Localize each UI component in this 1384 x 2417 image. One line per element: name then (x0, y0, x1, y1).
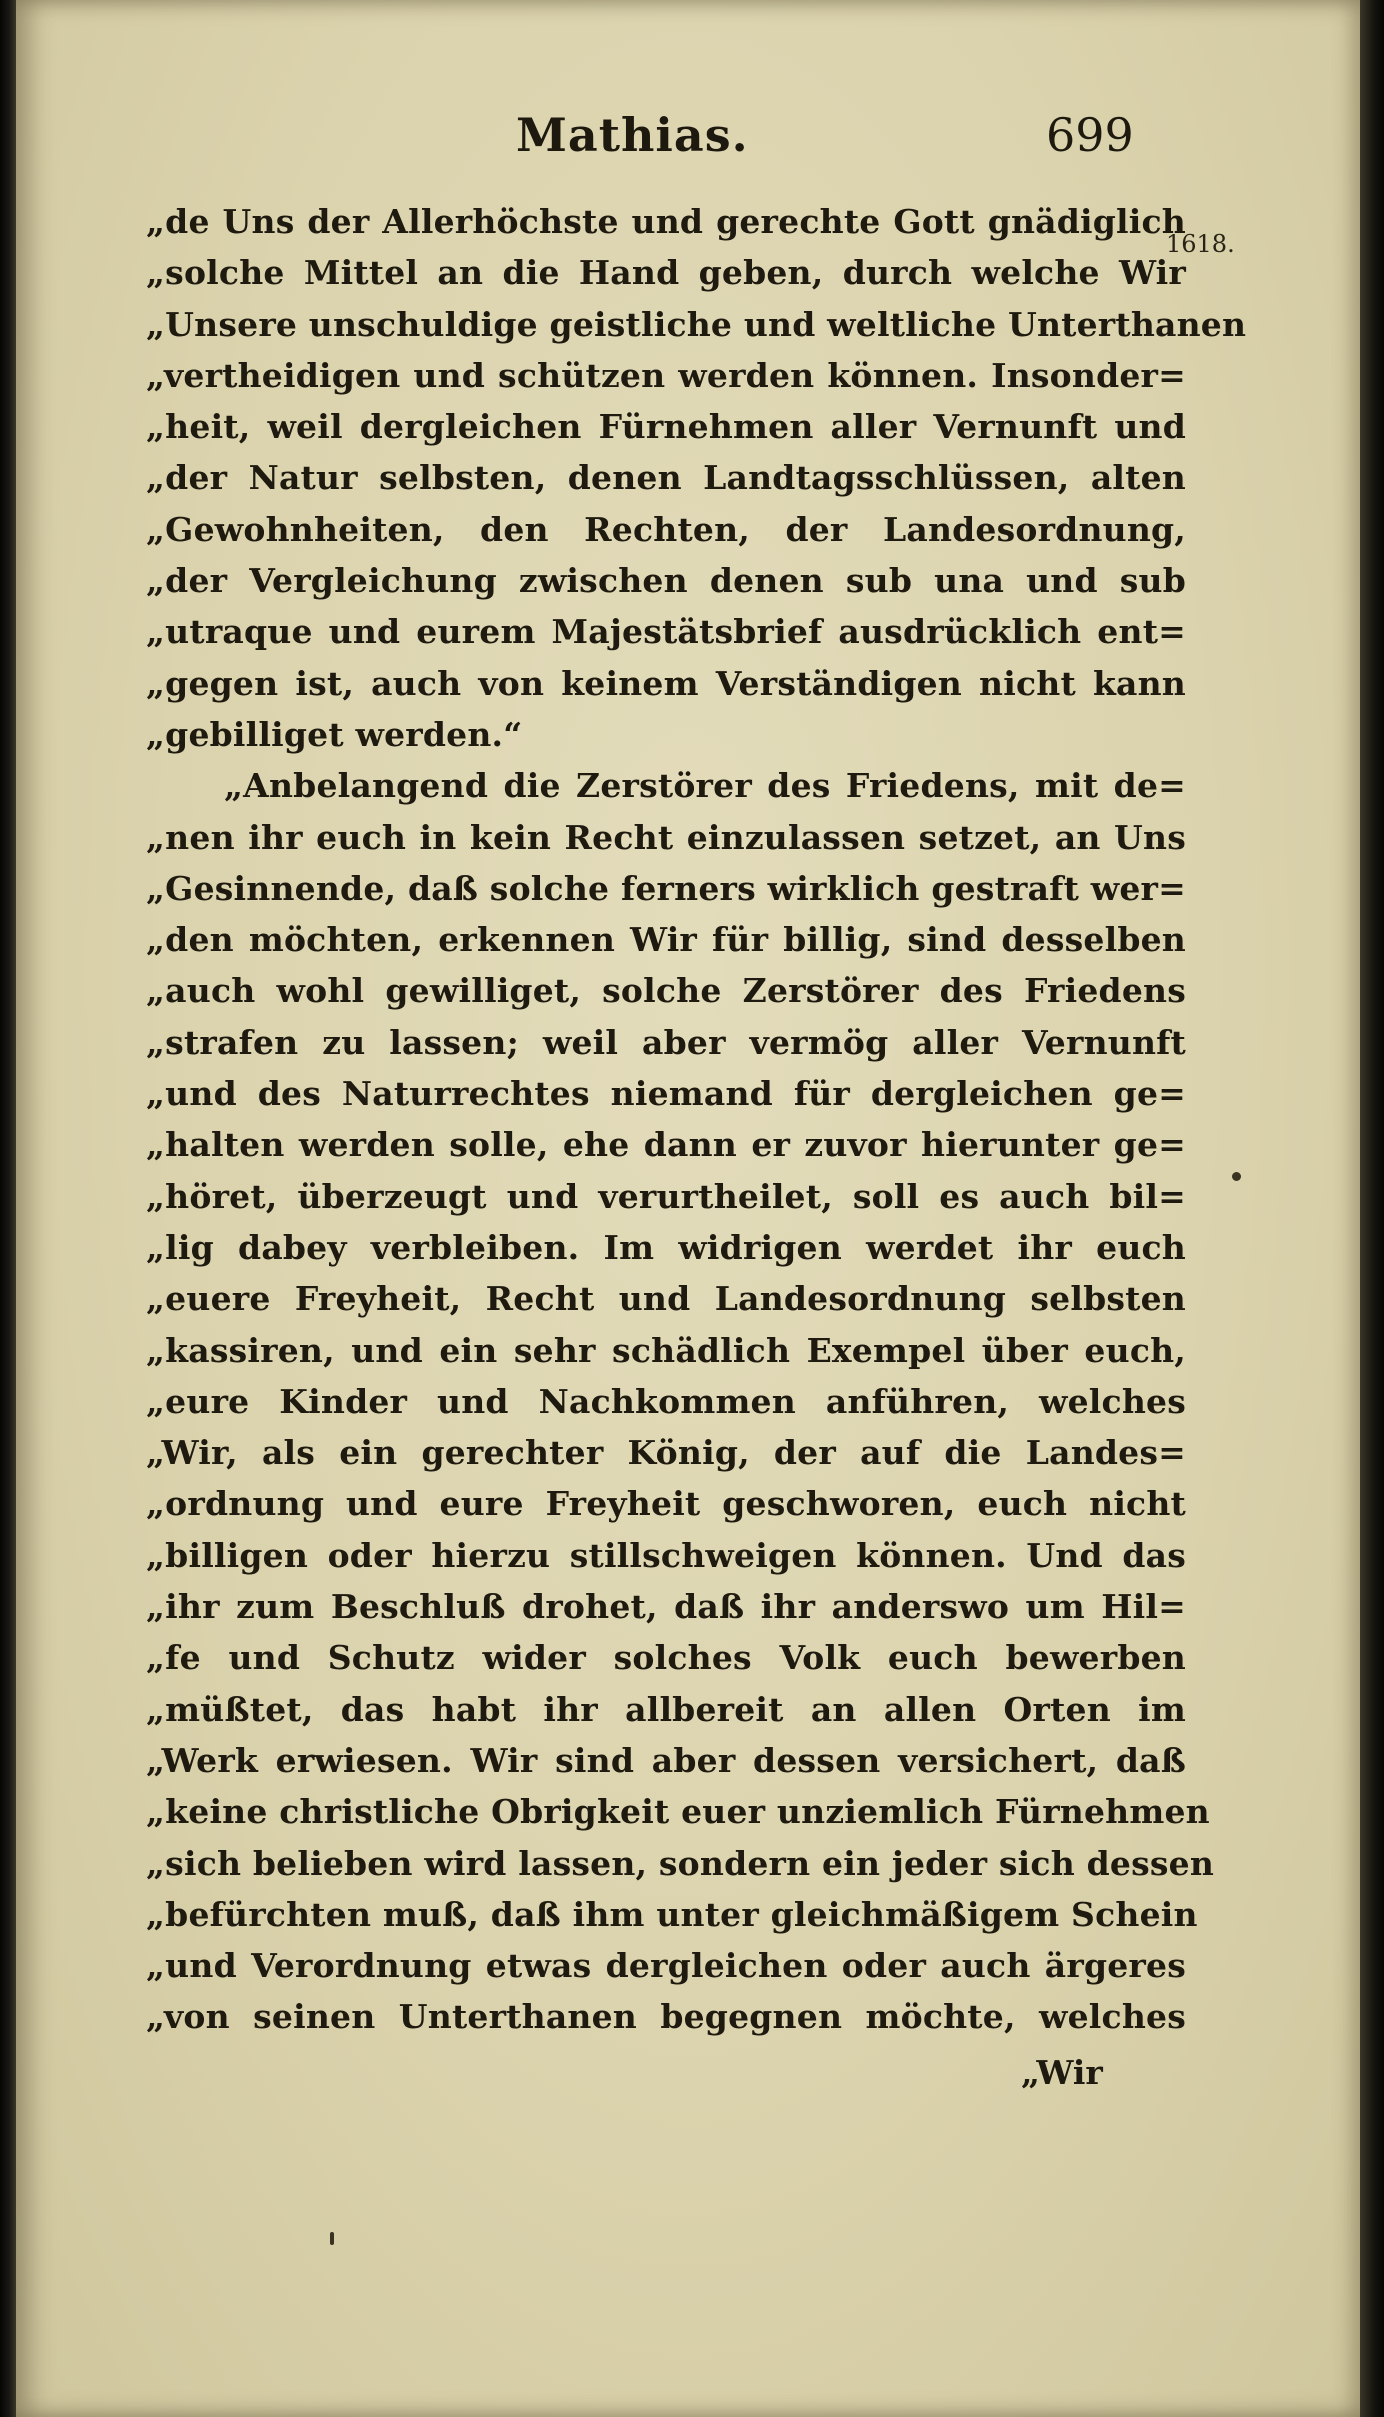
text-line: „sich belieben wird lassen, sondern ein jeder sich dessen (146, 1843, 1215, 1883)
text-line: „und des Naturrechtes niemand für dergleichen ge= (146, 1074, 1186, 1114)
text-line: „ordnung und eure Freyheit geschworen, euch nicht (146, 1484, 1186, 1524)
book-gutter-left (0, 0, 16, 2417)
catchword: „Wir (1021, 2053, 1103, 2092)
text-line: „lig dabey verbleiben. Im widrigen werdet ihr euch (146, 1227, 1186, 1267)
text-line: „Anbelangend die Zerstörer des Friedens, mit de= (224, 766, 1186, 806)
text-line: „und Verordnung etwas dergleichen oder auch ärgeres (146, 1946, 1186, 1986)
book-edge-right (1360, 0, 1384, 2417)
text-line: „solche Mittel an die Hand geben, durch welche Wir (146, 253, 1186, 293)
text-line: „utraque und eurem Majestätsbrief ausdrücklich ent= (146, 612, 1186, 652)
text-line: „befürchten muß, daß ihm unter gleichmäßigem Schein (146, 1894, 1198, 1934)
text-line: „der Vergleichung zwischen denen sub una und sub (146, 561, 1186, 601)
text-line: „der Natur selbsten, denen Landtagsschlüssen, alten (146, 458, 1186, 498)
text-line: „auch wohl gewilliget, solche Zerstörer des Friedens (146, 971, 1186, 1011)
text-line: „keine christliche Obrigkeit euer unziemlich Fürnehmen (146, 1792, 1210, 1832)
running-title: Mathias. (516, 108, 749, 162)
text-line: „heit, weil dergleichen Fürnehmen aller Vernunft und (146, 407, 1186, 447)
text-line: „eure Kinder und Nachkommen anführen, welches (146, 1381, 1186, 1421)
text-line: „fe und Schutz wider solches Volk euch bewerben (146, 1638, 1186, 1678)
text-line: „euere Freyheit, Recht und Landesordnung selbsten (146, 1279, 1186, 1319)
page-header (16, 108, 1360, 178)
paper-speck (1232, 1172, 1241, 1181)
text-line: „halten werden solle, ehe dann er zuvor hierunter ge= (146, 1125, 1186, 1165)
page-number: 699 (1046, 108, 1134, 162)
text-line: „den möchten, erkennen Wir für billig, sind desselben (146, 920, 1186, 960)
paper-speck (330, 2232, 334, 2245)
book-page (16, 0, 1360, 2417)
text-line: „billigen oder hierzu stillschweigen können. Und das (146, 1535, 1186, 1575)
text-line: „Unsere unschuldige geistliche und weltliche Unterthanen (146, 304, 1247, 344)
text-line: „strafen zu lassen; weil aber vermög aller Vernunft (146, 1022, 1186, 1062)
text-line: „gegen ist, auch von keinem Verständigen nicht kann (146, 663, 1186, 703)
text-line: „Wir, als ein gerechter König, der auf die Landes= (146, 1433, 1186, 1473)
text-line: „höret, überzeugt und verurtheilet, soll es auch bil= (146, 1176, 1186, 1216)
text-line: „ihr zum Beschluß drohet, daß ihr anderswo um Hil= (146, 1587, 1186, 1627)
text-line: „Gesinnende, daß solche ferners wirklich gestraft wer= (146, 868, 1186, 908)
text-line: „Werk erwiesen. Wir sind aber dessen versichert, daß (146, 1740, 1186, 1780)
text-line: „von seinen Unterthanen begegnen möchte, welches (146, 1997, 1186, 2037)
text-line: „kassiren, und ein sehr schädlich Exempel über euch, (146, 1330, 1186, 1370)
margin-year-note: 1618. (1166, 230, 1235, 258)
text-line: „de Uns der Allerhöchste und gerechte Gott gnädiglich (146, 202, 1186, 241)
text-line: „nen ihr euch in kein Recht einzulassen setzet, an Uns (146, 817, 1186, 857)
text-line: „vertheidigen und schützen werden können. Insonder= (146, 355, 1186, 395)
text-line: „Gewohnheiten, den Rechten, der Landesordnung, (146, 509, 1186, 549)
text-line: „müßtet, das habt ihr allbereit an allen Orten im (146, 1689, 1186, 1729)
text-line: „gebilliget werden.“ (146, 714, 523, 754)
